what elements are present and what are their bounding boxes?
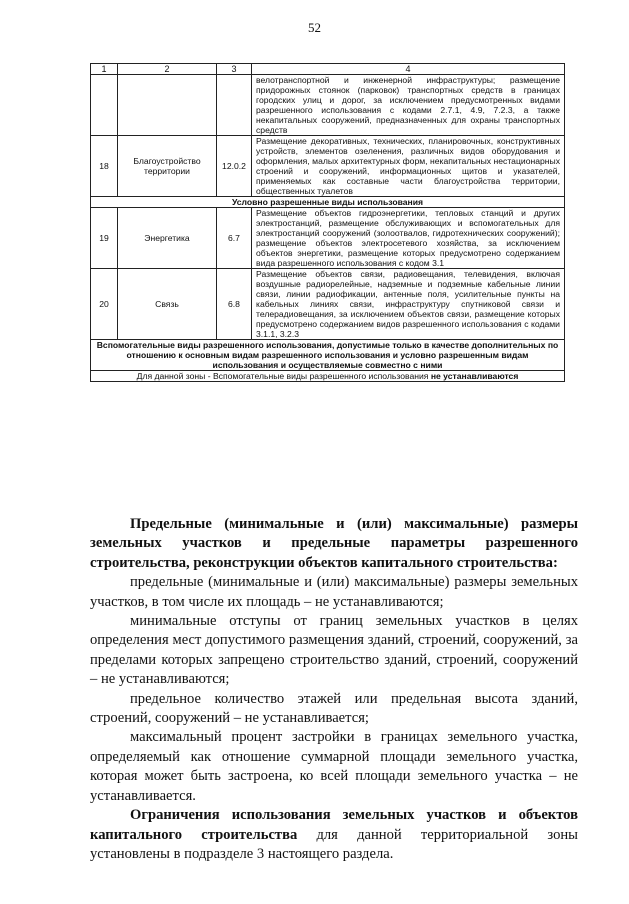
restrictions-bold: Ограничения использования земельных участков и объектов капитального строительства <box>90 807 578 843</box>
header-col-2: 2 <box>118 64 217 75</box>
body-text <box>90 515 578 864</box>
section-title-auxiliary: Вспомогательные виды разрешенного использования, допустимые только в качестве дополнительных по отношению к основным видам разрешенного использования и условно разрешенным видам использования и осуществляемые совместно с ними <box>91 340 565 371</box>
land-use-table <box>90 63 565 382</box>
header-col-3: 3 <box>217 64 252 75</box>
row-code: 6.7 <box>217 208 252 269</box>
row-number: 20 <box>91 269 118 340</box>
section-title-conditional: Условно разрешенные виды использования <box>91 197 565 208</box>
row-description: Размещение объектов гидроэнергетики, тепловых станций и других электростанций, размещение обслуживающих и вспомогательных для электростанций сооружений (золоотвалов, гидротехнических сооружений); размещение объектов электросетевого хозяйства, за исключением объектов энергетики, размещение которых предусмотрено содержанием вида разрешенного использования с кодом 3.1 <box>252 208 565 269</box>
paragraph-coverage: максимальный процент застройки в границах земельного участка, определяемый как отношение суммарной площади земельного участка, которая может быть застроена, ко всей площади земельного участка – не устанавливается. <box>90 729 578 804</box>
section-row-auxiliary <box>91 340 565 371</box>
note-row <box>91 371 565 382</box>
row-name: Связь <box>118 269 217 340</box>
header-col-1: 1 <box>91 64 118 75</box>
paragraph-plot-size: предельные (минимальные и (или) максимальные) размеры земельных участков, в том числе их площадь – не устанавливаются; <box>90 574 578 610</box>
row-name: Благоустройство территории <box>118 136 217 197</box>
table-header-row <box>91 64 565 75</box>
table-row <box>91 269 565 340</box>
paragraph-restrictions <box>90 806 578 864</box>
row-description: Размещение объектов связи, радиовещания, телевидения, включая воздушные радиорелейные, надземные и подземные кабельные линии связи, линии радиофикации, антенные поля, усилительные пункты на кабельных линиях связи, инфраструктуру спутниковой связи и телерадиовещания, за исключением объектов связи, размещение которых предусмотрено содержанием видов разрешенного использования с кодами 3.1.1, 3.2.3 <box>252 269 565 340</box>
paragraph-floors: предельное количество этажей или предельная высота зданий, строений, сооружений – не устанавливается; <box>90 690 578 727</box>
row-number <box>91 75 118 136</box>
zone-note-text: Для данной зоны - Вспомогательные виды разрешенного использования <box>136 371 431 381</box>
row-description: Размещение декоративных, технических, планировочных, конструктивных устройств, элементов озеленения, различных видов оборудования и оформления, малых архитектурных форм, некапитальных нестационарных строений и сооружений, информационных щитов и указателей, применяемых как составные части благоустройства территории, общественных туалетов <box>252 136 565 197</box>
row-name: Энергетика <box>118 208 217 269</box>
page-number: 52 <box>308 20 321 35</box>
restrictions-rest: для данной территориальной зоны установлены в подразделе 3 настоящего раздела. <box>90 826 578 862</box>
header-col-4: 4 <box>252 64 565 75</box>
parameters-heading <box>90 515 578 573</box>
row-code: 6.8 <box>217 269 252 340</box>
table-row <box>91 75 565 136</box>
row-number: 19 <box>91 208 118 269</box>
paragraph-setbacks: минимальные отступы от границ земельных участков в целях определения мест допустимого размещения зданий, строений, сооружений, за пределами которых запрещено строительство зданий, строений, сооружений – не устанавливаются; <box>90 613 578 688</box>
table-row <box>91 136 565 197</box>
row-number: 18 <box>91 136 118 197</box>
row-code <box>217 75 252 136</box>
row-code: 12.0.2 <box>217 136 252 197</box>
row-description: велотранспортной и инженерной инфраструктуры; размещение придорожных стоянок (парковок) транспортных средств в границах городских улиц и дорог, за исключением предусмотренных видами разрешенного использования с кодами 2.7.1, 4.9, 7.2.3, а также некапитальных сооружений, предназначенных для охраны транспортных средств <box>252 75 565 136</box>
zone-note <box>91 371 565 382</box>
table-row <box>91 208 565 269</box>
row-name <box>118 75 217 136</box>
parameters-heading-text: Предельные (минимальные и (или) максимальные) размеры земельных участков и предельные параметры разрешенного строительства, реконструкции объектов капитального строительства: <box>90 516 578 571</box>
zone-note-bold: не устанавливаются <box>430 371 519 381</box>
section-row-conditional <box>91 197 565 208</box>
